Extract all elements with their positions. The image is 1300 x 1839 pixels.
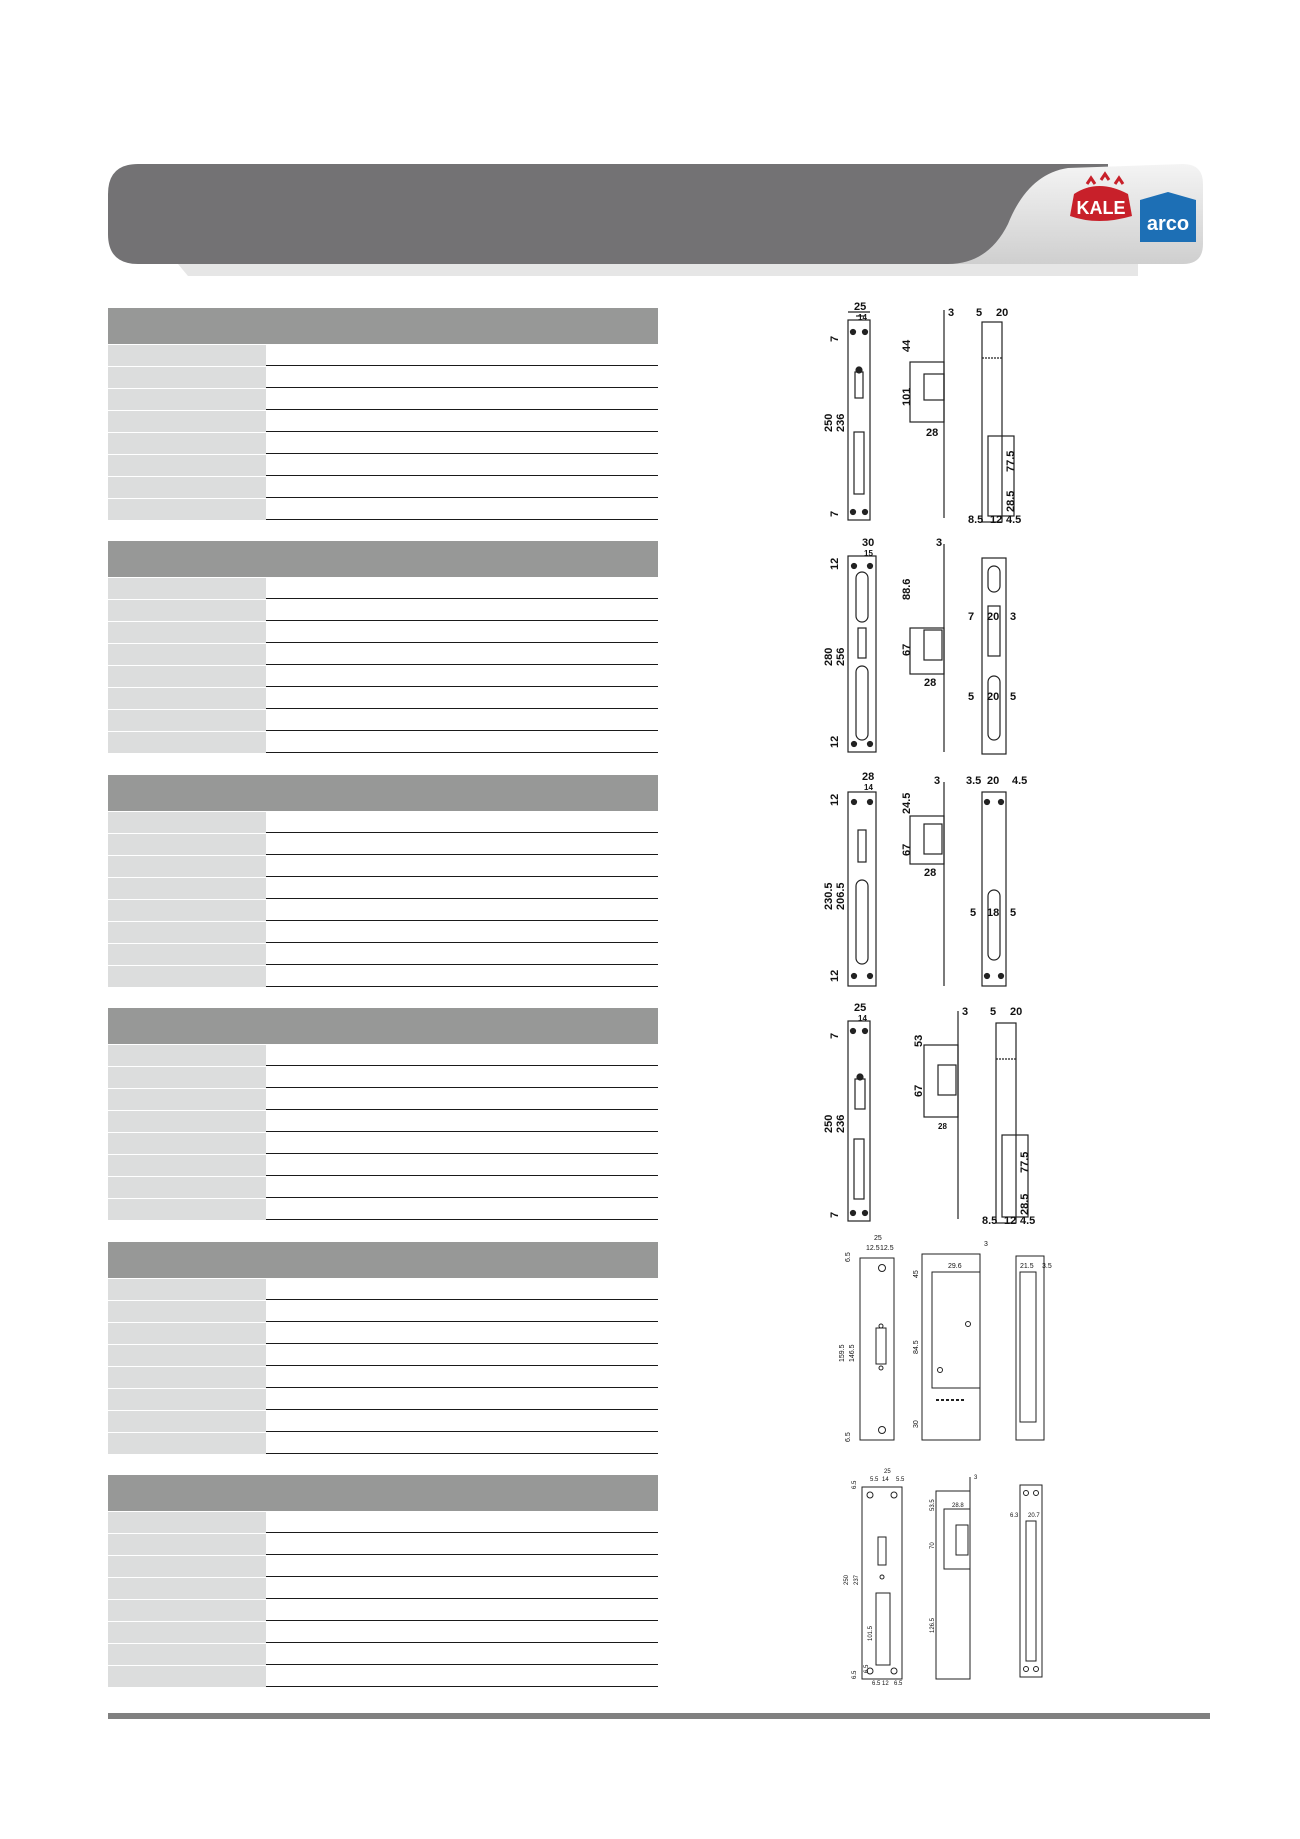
svg-text:28.5: 28.5 bbox=[1005, 490, 1017, 512]
svg-text:4.5: 4.5 bbox=[1006, 514, 1022, 526]
kale-logo-text: KALE bbox=[1076, 198, 1126, 218]
spec-row bbox=[108, 1154, 658, 1176]
svg-text:28: 28 bbox=[938, 1122, 947, 1131]
spec-row bbox=[108, 1643, 658, 1665]
svg-text:6.5: 6.5 bbox=[852, 1480, 858, 1489]
svg-text:18: 18 bbox=[987, 907, 1000, 919]
spec-row bbox=[108, 1044, 658, 1066]
svg-text:20: 20 bbox=[987, 691, 1000, 703]
svg-text:101.5: 101.5 bbox=[868, 1625, 874, 1641]
spec-row bbox=[108, 1511, 658, 1533]
svg-text:7: 7 bbox=[829, 335, 841, 342]
svg-text:20: 20 bbox=[987, 775, 1000, 787]
svg-text:6.5: 6.5 bbox=[852, 1670, 858, 1679]
svg-text:20: 20 bbox=[996, 307, 1009, 319]
svg-text:3: 3 bbox=[934, 775, 941, 787]
banner-body bbox=[108, 164, 1108, 264]
technical-drawing-6 bbox=[840, 1465, 1060, 1687]
svg-text:12.5: 12.5 bbox=[880, 1245, 894, 1252]
svg-text:45: 45 bbox=[913, 1270, 920, 1278]
svg-text:5: 5 bbox=[968, 691, 975, 703]
svg-text:237: 237 bbox=[854, 1574, 860, 1585]
svg-text:12: 12 bbox=[882, 1681, 889, 1687]
spec-row bbox=[108, 665, 658, 687]
spec-row bbox=[108, 1088, 658, 1110]
svg-text:28: 28 bbox=[924, 867, 937, 879]
spec-row bbox=[108, 1176, 658, 1198]
spec-row bbox=[108, 1066, 658, 1088]
spec-row bbox=[108, 498, 658, 520]
spec-row bbox=[108, 1388, 658, 1410]
svg-text:14: 14 bbox=[864, 783, 873, 792]
svg-text:3.5: 3.5 bbox=[1042, 1263, 1052, 1270]
svg-text:5: 5 bbox=[1010, 691, 1017, 703]
spec-row bbox=[108, 577, 658, 599]
svg-text:67: 67 bbox=[901, 843, 913, 856]
svg-text:6.5: 6.5 bbox=[864, 1664, 870, 1673]
spec-row bbox=[108, 1132, 658, 1154]
spec-row bbox=[108, 1533, 658, 1555]
spec-row bbox=[108, 855, 658, 877]
svg-text:7: 7 bbox=[829, 1032, 841, 1039]
svg-text:88.6: 88.6 bbox=[901, 578, 913, 600]
svg-text:3: 3 bbox=[948, 307, 955, 319]
svg-text:250: 250 bbox=[823, 1114, 835, 1133]
svg-text:206.5: 206.5 bbox=[835, 882, 847, 910]
technical-drawing-3 bbox=[820, 770, 1040, 992]
spec-row bbox=[108, 476, 658, 498]
spec-row bbox=[108, 1300, 658, 1322]
svg-text:101: 101 bbox=[901, 387, 913, 406]
spec-row bbox=[108, 1344, 658, 1366]
svg-text:53: 53 bbox=[913, 1034, 925, 1047]
svg-text:25: 25 bbox=[854, 1002, 867, 1014]
spec-row bbox=[108, 1577, 658, 1599]
svg-text:12.5: 12.5 bbox=[866, 1245, 880, 1252]
svg-text:6.5: 6.5 bbox=[872, 1681, 881, 1687]
spec-row bbox=[108, 687, 658, 709]
svg-text:12: 12 bbox=[1004, 1215, 1017, 1227]
svg-text:250: 250 bbox=[844, 1574, 850, 1585]
svg-text:3: 3 bbox=[1010, 611, 1017, 623]
spec-table-header bbox=[108, 308, 658, 344]
technical-drawing-1 bbox=[820, 302, 1040, 524]
svg-text:5: 5 bbox=[976, 307, 983, 319]
spec-row bbox=[108, 410, 658, 432]
arco-logo bbox=[1140, 192, 1196, 242]
spec-row bbox=[108, 1322, 658, 1344]
svg-text:6.5: 6.5 bbox=[894, 1681, 903, 1687]
spec-row bbox=[108, 1110, 658, 1132]
svg-text:5: 5 bbox=[990, 1006, 997, 1018]
svg-text:280: 280 bbox=[823, 647, 835, 666]
svg-text:12: 12 bbox=[829, 969, 841, 982]
spec-row bbox=[108, 1665, 658, 1687]
spec-table-5 bbox=[108, 1242, 658, 1454]
svg-text:25: 25 bbox=[884, 1469, 891, 1475]
svg-text:159.5: 159.5 bbox=[839, 1344, 846, 1362]
spec-table-6 bbox=[108, 1475, 658, 1687]
svg-text:14: 14 bbox=[858, 313, 867, 322]
arco-logo-text: arco bbox=[1146, 213, 1190, 235]
svg-text:21.5: 21.5 bbox=[1020, 1263, 1034, 1270]
svg-text:3.5: 3.5 bbox=[966, 775, 982, 787]
svg-text:4.5: 4.5 bbox=[1020, 1215, 1036, 1227]
spec-table-4 bbox=[108, 1008, 658, 1220]
spec-row bbox=[108, 965, 658, 987]
svg-text:14: 14 bbox=[858, 1014, 867, 1023]
svg-text:20.7: 20.7 bbox=[1028, 1513, 1040, 1519]
spec-row bbox=[108, 833, 658, 855]
technical-drawing-5 bbox=[840, 1232, 1060, 1454]
spec-table-header bbox=[108, 1008, 658, 1044]
svg-text:77.5: 77.5 bbox=[1019, 1151, 1031, 1173]
svg-text:70: 70 bbox=[930, 1542, 936, 1549]
svg-text:15: 15 bbox=[864, 549, 873, 558]
svg-text:28: 28 bbox=[862, 771, 875, 783]
spec-row bbox=[108, 731, 658, 753]
svg-text:25: 25 bbox=[854, 301, 867, 313]
svg-text:28.5: 28.5 bbox=[1019, 1193, 1031, 1215]
spec-row bbox=[108, 1432, 658, 1454]
svg-text:236: 236 bbox=[835, 413, 847, 432]
svg-text:29.6: 29.6 bbox=[948, 1263, 962, 1270]
spec-row bbox=[108, 388, 658, 410]
svg-text:67: 67 bbox=[901, 643, 913, 656]
svg-text:236: 236 bbox=[835, 1114, 847, 1133]
footer-divider bbox=[108, 1713, 1210, 1719]
spec-row bbox=[108, 621, 658, 643]
spec-row bbox=[108, 943, 658, 965]
svg-text:20: 20 bbox=[1010, 1006, 1023, 1018]
svg-text:5.5: 5.5 bbox=[870, 1477, 879, 1483]
svg-text:24.5: 24.5 bbox=[901, 792, 913, 814]
svg-text:28: 28 bbox=[926, 427, 939, 439]
spec-row bbox=[108, 1599, 658, 1621]
spec-table-3 bbox=[108, 775, 658, 987]
svg-text:30: 30 bbox=[862, 537, 875, 549]
svg-text:20: 20 bbox=[987, 611, 1000, 623]
svg-text:12: 12 bbox=[990, 514, 1003, 526]
spec-table-header bbox=[108, 541, 658, 577]
svg-text:77.5: 77.5 bbox=[1005, 450, 1017, 472]
svg-text:6.5: 6.5 bbox=[845, 1252, 852, 1262]
svg-text:12: 12 bbox=[829, 793, 841, 806]
spec-row bbox=[108, 599, 658, 621]
svg-text:5.5: 5.5 bbox=[896, 1477, 905, 1483]
svg-text:28.8: 28.8 bbox=[952, 1503, 964, 1509]
spec-row bbox=[108, 921, 658, 943]
spec-table-1 bbox=[108, 308, 658, 520]
svg-text:53.5: 53.5 bbox=[930, 1499, 936, 1511]
svg-text:25: 25 bbox=[874, 1235, 882, 1242]
svg-text:28: 28 bbox=[924, 677, 937, 689]
svg-text:8.5: 8.5 bbox=[968, 514, 984, 526]
svg-text:7: 7 bbox=[829, 510, 841, 517]
svg-text:8.5: 8.5 bbox=[982, 1215, 998, 1227]
svg-text:230.5: 230.5 bbox=[823, 882, 835, 910]
svg-text:3: 3 bbox=[936, 537, 943, 549]
svg-text:5: 5 bbox=[1010, 907, 1017, 919]
svg-text:6.3: 6.3 bbox=[1010, 1513, 1019, 1519]
svg-text:126.5: 126.5 bbox=[930, 1617, 936, 1633]
spec-row bbox=[108, 709, 658, 731]
svg-text:3: 3 bbox=[984, 1241, 988, 1248]
svg-text:67: 67 bbox=[913, 1084, 925, 1097]
spec-row bbox=[108, 1366, 658, 1388]
svg-text:6.5: 6.5 bbox=[845, 1432, 852, 1442]
spec-table-header bbox=[108, 1475, 658, 1511]
technical-drawing-4 bbox=[820, 1003, 1040, 1225]
spec-row bbox=[108, 643, 658, 665]
spec-row bbox=[108, 877, 658, 899]
svg-text:44: 44 bbox=[901, 339, 913, 352]
svg-text:7: 7 bbox=[829, 1211, 841, 1218]
svg-text:146.5: 146.5 bbox=[849, 1344, 856, 1362]
spec-row bbox=[108, 1621, 658, 1643]
svg-text:4.5: 4.5 bbox=[1012, 775, 1028, 787]
svg-text:12: 12 bbox=[829, 557, 841, 570]
spec-row bbox=[108, 432, 658, 454]
svg-text:7: 7 bbox=[968, 611, 975, 623]
svg-text:3: 3 bbox=[974, 1475, 978, 1481]
technical-drawing-2 bbox=[820, 536, 1040, 758]
header-banner bbox=[108, 164, 1203, 264]
spec-table-header bbox=[108, 1242, 658, 1278]
spec-table-2 bbox=[108, 541, 658, 753]
spec-row bbox=[108, 1410, 658, 1432]
spec-row bbox=[108, 344, 658, 366]
svg-text:14: 14 bbox=[882, 1477, 889, 1483]
svg-text:3: 3 bbox=[962, 1006, 969, 1018]
spec-row bbox=[108, 1555, 658, 1577]
svg-text:12: 12 bbox=[829, 735, 841, 748]
spec-row bbox=[108, 811, 658, 833]
spec-row bbox=[108, 1198, 658, 1220]
spec-row bbox=[108, 366, 658, 388]
svg-text:30: 30 bbox=[913, 1420, 920, 1428]
svg-text:250: 250 bbox=[823, 413, 835, 432]
spec-row bbox=[108, 454, 658, 476]
svg-text:84.5: 84.5 bbox=[913, 1340, 920, 1354]
spec-row bbox=[108, 899, 658, 921]
svg-text:256: 256 bbox=[835, 647, 847, 666]
svg-text:5: 5 bbox=[970, 907, 977, 919]
spec-table-header bbox=[108, 775, 658, 811]
spec-row bbox=[108, 1278, 658, 1300]
